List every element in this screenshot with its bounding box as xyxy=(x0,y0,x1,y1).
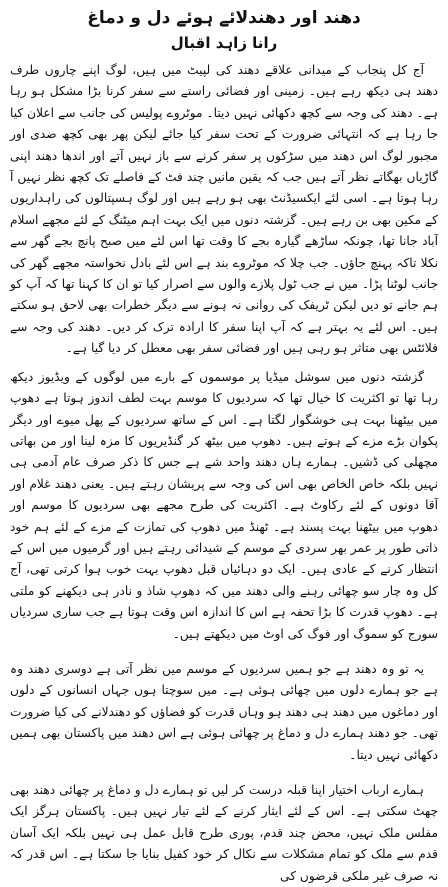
article-paragraph-1: آج کل پنجاب کے میدانی علاقے دھند کی لپیٹ میں ہیں، لوگ اپنے چاروں طرف دھند ہی دیکھ رہے ہیں۔ زمینی اور فضائی راستے سے سفر کرنا بڑا مشکل ہو رہا ہے۔ دھند کی وجہ سے کچھ دکھائی نہیں دیتا۔ موٹروے پولیس کی جانب سے اعلان کیا جا رہا ہے کہ انتہائی ضرورت کے تحت سفر کیا جائے لیکن پھر بھی کچھ ضدی اور مجبور لوگ اس دھند میں سڑکوں پر سفر کرنے سے باز نہیں آتے اور اندھا دھند اپنی گاڑیاں بھگاتے نظر آتے ہیں جب کہ یقین مانیں چند فٹ کے فاصلے تک کچھ نظر نہیں آ رہا ہوتا ہے۔ اسی لئے ایکسیڈنٹ بھی ہو رہے ہیں اور لوگ ہسپتالوں کی راہداریوں کے مکین بھی بن رہے ہیں۔ گزشتہ دنوں میں ایک بہت اہم میٹنگ کے لئے مجھے اسلام آباد جانا تھا، چونکہ ساڑھے گیارہ بجے کا وقت تھا اس لئے میں صبح پانچ بجے گھر سے نکلا تاکہ پہنچ جاؤں۔ جب چلا کہ موٹروے بند ہے اس لئے بادل نخواستہ مجھے گھر کی جانب لوٹنا پڑا۔ میں نے جب ٹول پلازے والوں سے اصرار کیا تو ان کا کہنا تھا کہ آپ کو ہم جانے تو دیں لیکن ٹریفک کی روانی نہ ہونے سے دیگر خطرات بھی لاحق ہو سکتے ہیں۔ اس لئے یہ بہتر ہے کہ آپ اپنا سفر کا ارادہ ترک کر دیں۔ دھند کی وجہ سے فلائٹس بھی متاثر ہو رہی ہیں اور فضائی سفر بھی معطل کر دیا گیا ہے۔ xyxy=(10,63,438,356)
article-body xyxy=(10,60,438,887)
article-paragraph-4: ہمارے ارباب اختیار اپنا قبلہ درست کر لیں تو ہمارے دل و دماغ پر چھائی دھند بھی چھٹ سکتی ہے۔ اس کے لئے ایثار کرنے کے لئے تیار نہیں ہیں۔ پاکستان ہرگز ایک مفلس ملک نہیں، محض چند قدم، پوری طرح قابل عمل ہی نہیں بلکہ ایک آسان قدم سے ملک کو تمام مشکلات سے نکال کر خود کفیل بنایا جا سکتا ہے۔ اس قدر کہ نہ صرف غیر ملکی قرضوں کی xyxy=(10,783,438,883)
article-headline: دھند اور دھندلائے ہوئے دل و دماغ xyxy=(87,8,361,28)
article-paragraph-2: گزشتہ دنوں میں سوشل میڈیا پر موسموں کے بارے میں لوگوں کے ویڈیوز دیکھ رہا تھا تو اکثریت کا خیال تھا کہ سردیوں کا موسم بہت لطف اندوز ہوتا ہے دھوپ میں بیٹھنا بہت ہی خوشگوار لگتا ہے۔ اس کے ساتھ سردیوں کے پھل میوے اور دیگر پکوان بڑے مزے کے ہوتے ہیں۔ دھوپ میں بیٹھ کر گنڈیریوں کا مزہ لینا اور من بھاتی مچھلی کی ڈشیں۔ ہمارے ہاں دھند واحد شے ہے جس کا ذکر صرف عام آدمی ہی نہیں بلکہ خاص الخاص بھی اس کی وجہ سے پریشان رہتے ہیں۔ یعنی دھند غلام اور آقا دونوں کے لئے رکاوٹ ہے۔ اکثریت کی طرح مجھے بھی سردیوں کا موسم اور دھوپ میں بیٹھنا بہت پسند ہے۔ ٹھنڈ میں دھوپ کی تمازت کے مزے کے لئے ہم خود ذاتی طور پر عمر بھر سردی کے موسم کے شیدائی رہتے ہیں اور گرمیوں میں اس کے انتظار کرنے کے عادی ہیں۔ ایک دو دہائیاں قبل دھوپ بہت خوب ہوا کرتی تھی، آج کل وہ چار سو چھائی رہنے والی دھند میں کہ دھوپ شاذ و نادر ہی دیکھنے کو ملتی ہے۔ دھوپ قدرت کا بڑا تحفہ ہے اس کا اندازہ اس وقت ہوتا ہے جب ساری سردیاں سورج کو سموگ اور فوگ کی اوٹ میں دیکھتے ہیں۔ xyxy=(10,369,438,641)
author-byline: رانا زاہد اقبال xyxy=(170,34,278,52)
article-paragraph-3: یہ تو وہ دھند ہے جو ہمیں سردیوں کے موسم میں نظر آتی ہے دوسری دھند وہ ہے جو ہمارے دلوں میں چھائی ہوئی ہے۔ میں سوچتا ہوں جہاں انسانوں کے دلوں اور دماغوں میں دھند ہی دھند ہو وہاں قدرت کو فضاؤں کو دھندلانے کی کیا ضرورت تھی۔ جو دھند ہمارے دل و دماغ پر چھائی ہوئی ہے اس دھند میں پاکستان بھی ہمیں دکھائی نہیں دیتا۔ xyxy=(10,661,438,762)
